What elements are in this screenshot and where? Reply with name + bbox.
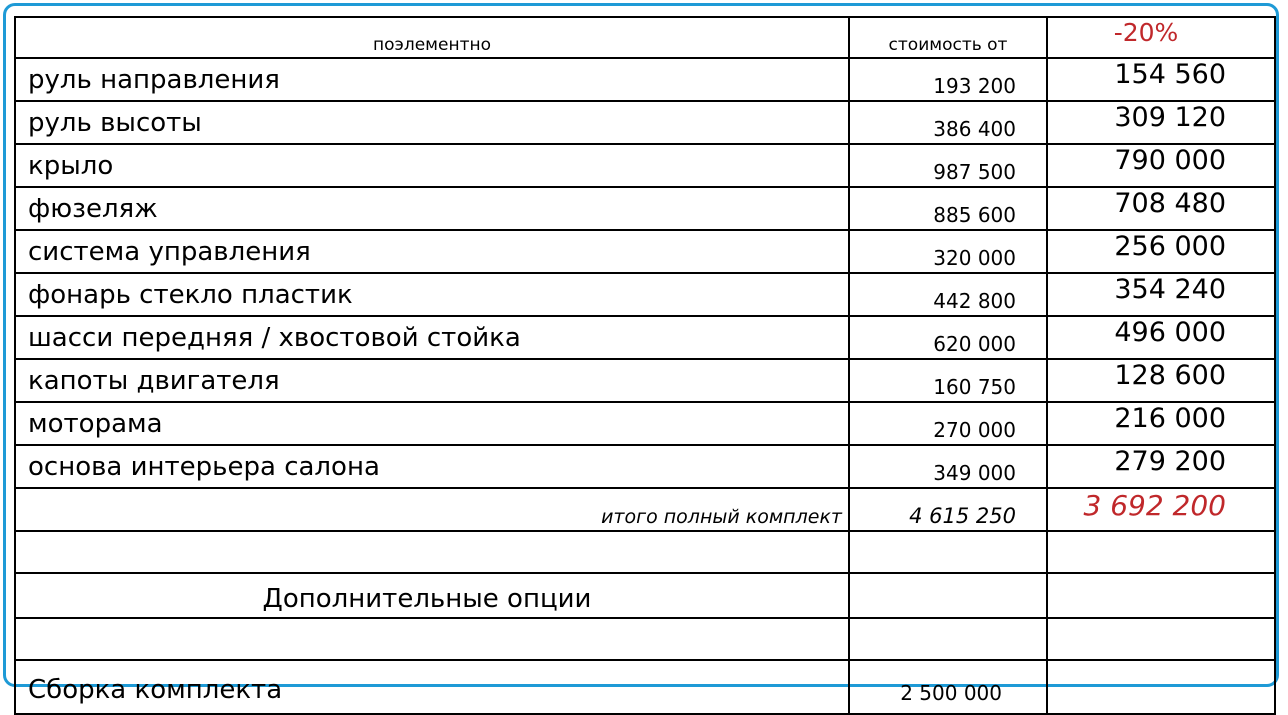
item-discounted: 790 000	[1047, 144, 1275, 187]
item-cost: 885 600	[849, 187, 1047, 230]
item-discounted: 309 120	[1047, 101, 1275, 144]
total-row	[15, 488, 1275, 531]
table-row	[15, 445, 1275, 488]
table-row	[15, 316, 1275, 359]
total-discounted: 3 692 200	[1047, 488, 1275, 531]
header-label: поэлементно	[15, 17, 849, 58]
header-row	[15, 17, 1275, 58]
item-name: шасси передняя / хвостовой стойка	[15, 316, 849, 359]
blank-row	[15, 618, 1275, 660]
item-name: моторама	[15, 402, 849, 445]
blank-cell	[849, 618, 1047, 660]
item-name: основа интерьера салона	[15, 445, 849, 488]
item-discounted: 256 000	[1047, 230, 1275, 273]
table-row	[15, 144, 1275, 187]
item-cost: 386 400	[849, 101, 1047, 144]
blank-cell	[849, 573, 1047, 618]
table-row	[15, 402, 1275, 445]
blank-cell	[15, 531, 849, 573]
item-name: руль направления	[15, 58, 849, 101]
item-cost: 270 000	[849, 402, 1047, 445]
price-table	[14, 16, 1276, 715]
blank-cell	[1047, 531, 1275, 573]
item-name: руль высоты	[15, 101, 849, 144]
item-cost: 442 800	[849, 273, 1047, 316]
total-label: итого полный комплект	[15, 488, 849, 531]
item-discounted: 708 480	[1047, 187, 1275, 230]
item-discounted: 354 240	[1047, 273, 1275, 316]
item-name: фонарь стекло пластик	[15, 273, 849, 316]
item-cost: 987 500	[849, 144, 1047, 187]
item-cost: 320 000	[849, 230, 1047, 273]
table-row	[15, 359, 1275, 402]
options-row	[15, 573, 1275, 618]
item-name: капоты двигателя	[15, 359, 849, 402]
item-name: фюзеляж	[15, 187, 849, 230]
item-name: система управления	[15, 230, 849, 273]
item-cost: 620 000	[849, 316, 1047, 359]
item-cost: 193 200	[849, 58, 1047, 101]
item-discounted: 128 600	[1047, 359, 1275, 402]
item-cost: 160 750	[849, 359, 1047, 402]
blank-cell	[1047, 618, 1275, 660]
item-discounted: 279 200	[1047, 445, 1275, 488]
blank-cell	[849, 531, 1047, 573]
options-title: Дополнительные опции	[15, 573, 849, 618]
table-row	[15, 101, 1275, 144]
blank-row	[15, 531, 1275, 573]
price-sheet	[14, 16, 1274, 705]
blank-cell	[15, 618, 849, 660]
item-discounted: 496 000	[1047, 316, 1275, 359]
table-row	[15, 230, 1275, 273]
assembly-cost: 2 500 000	[849, 660, 1047, 714]
header-cost: стоимость от	[849, 17, 1047, 58]
header-discount: -20%	[1047, 17, 1275, 58]
blank-cell	[1047, 573, 1275, 618]
total-cost: 4 615 250	[849, 488, 1047, 531]
item-discounted: 216 000	[1047, 402, 1275, 445]
item-name: крыло	[15, 144, 849, 187]
table-row	[15, 273, 1275, 316]
blank-cell	[1047, 660, 1275, 714]
assembly-row	[15, 660, 1275, 714]
assembly-name: Сборка комплекта	[15, 660, 849, 714]
table-row	[15, 187, 1275, 230]
item-discounted: 154 560	[1047, 58, 1275, 101]
item-cost: 349 000	[849, 445, 1047, 488]
table-row	[15, 58, 1275, 101]
